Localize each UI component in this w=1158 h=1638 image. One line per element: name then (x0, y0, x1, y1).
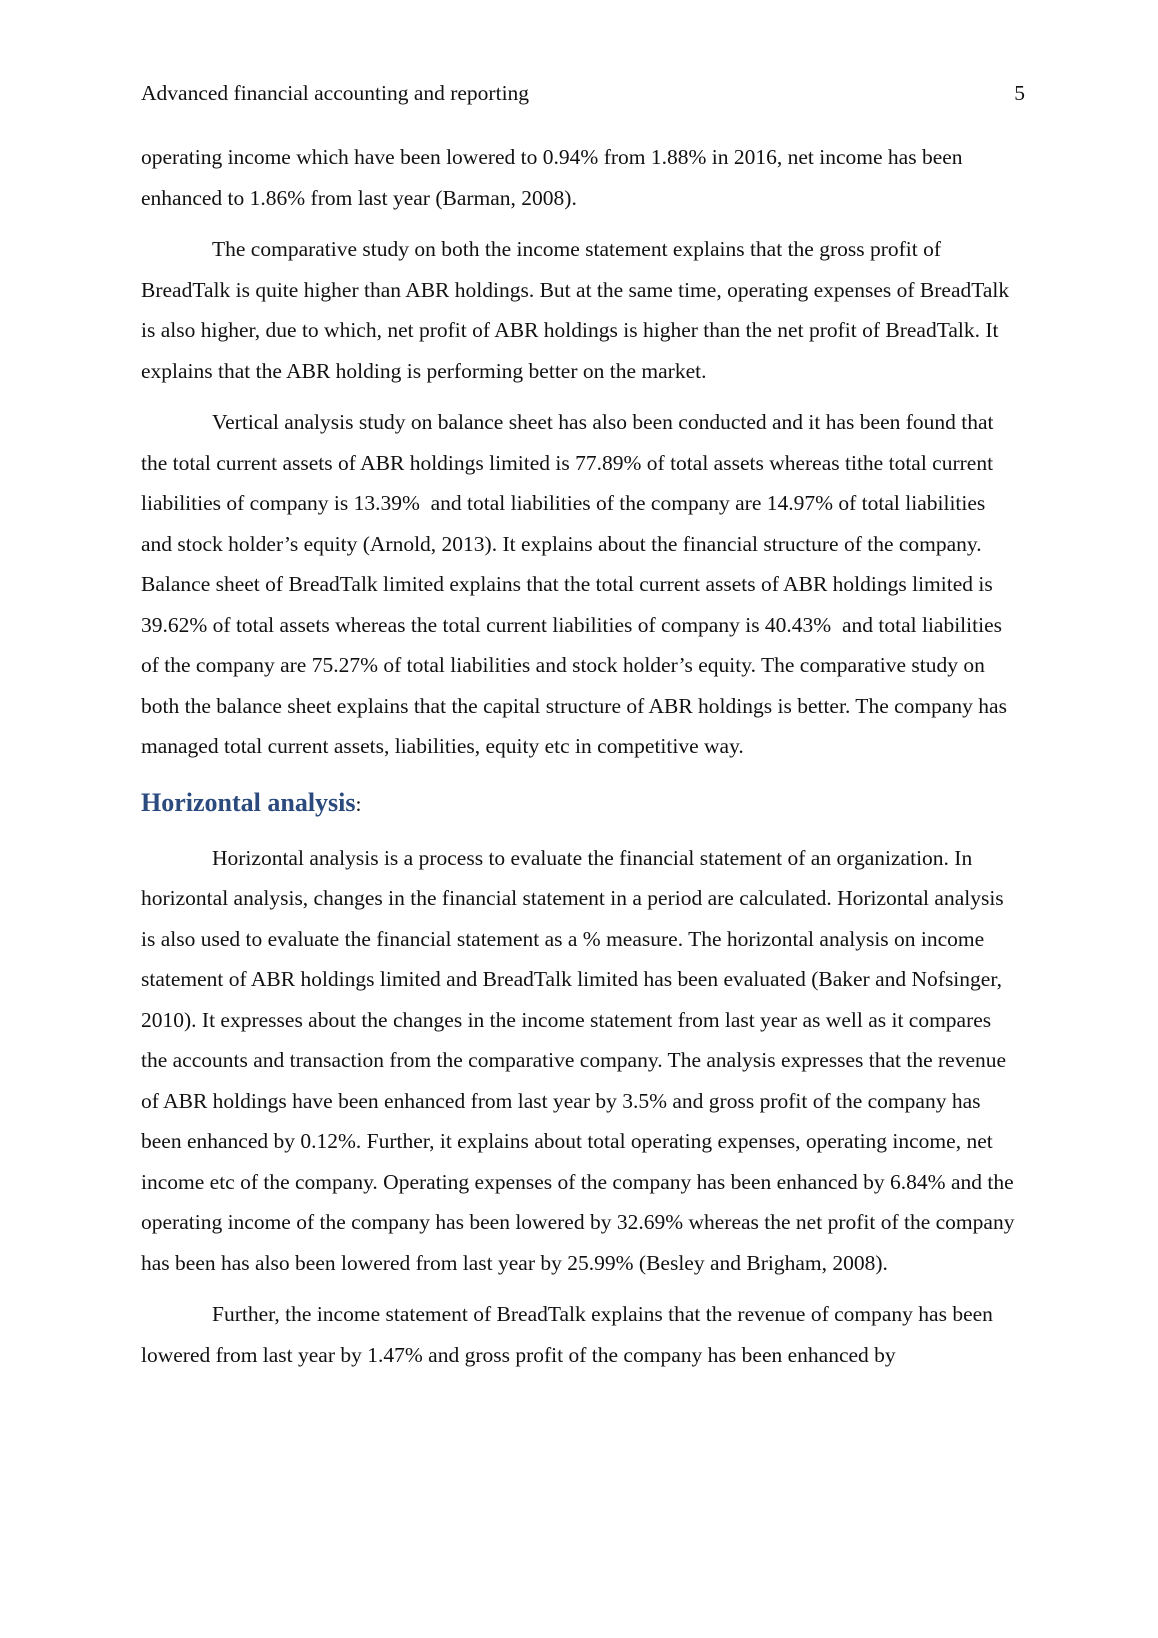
section-heading-colon: : (355, 791, 362, 816)
paragraph-horizontal-analysis: Horizontal analysis is a process to evaluate the financial statement of an organization. In horizontal analysis, changes in the financial statement in a period are calculated. Horizontal analysis is also used to evaluate the financial statement as a % measure. The horizontal analysis on income statement of ABR holdings limited and BreadTalk limited has been evaluated (Baker and Nofsinger, 2010). It expresses about the changes in the income statement from last year as well as it compares the accounts and transaction from the comparative company. The analysis expresses that the revenue of ABR holdings have been enhanced from last year by 3.5% and gross profit of the company has been enhanced by 0.12%. Further, it explains about total operating expenses, operating income, net income etc of the company. Operating expenses of the company has been enhanced by 6.84% and the operating income of the company has been lowered by 32.69% whereas the net profit of the company has been has also been lowered from last year by 25.99% (Besley and Brigham, 2008). (141, 845, 1020, 1275)
paragraph-vertical-analysis-balance-sheet: Vertical analysis study on balance sheet has also been conducted and it has been found that the total current assets of ABR holdings limited is 77.89% of total assets whereas tithe total current liabilities of company is 13.39% and total liabilities of the company are 14.97% of total liabilities and stock holder’s equity (Arnold, 2013). It explains about the financial structure of the company. Balance sheet of BreadTalk limited explains that the total current assets of ABR holdings limited is 39.62% of total assets whereas the total current liabilities of company is 40.43% and total liabilities of the company are 75.27% of total liabilities and stock holder’s equity. The comparative study on both the balance sheet explains that the capital structure of ABR holdings is better. The company has managed total current assets, liabilities, equity etc in competitive way. (141, 410, 1013, 758)
document-body (141, 137, 1021, 1386)
section-heading-text: Horizontal analysis (141, 787, 356, 817)
paragraph-continuation: operating income which have been lowered to 0.94% from 1.88% in 2016, net income has been enhanced to 1.86% from last year (Barman, 2008). (141, 145, 968, 210)
paragraph-income-statement-comparison: The comparative study on both the income statement explains that the gross profit of BreadTalk is quite higher than ABR holdings. But at the same time, operating expenses of BreadTalk is also higher, due to which, net profit of ABR holdings is higher than the net profit of BreadTalk. It explains that the ABR holding is performing better on the market. (141, 237, 1015, 383)
page-number: 5 (1014, 81, 1025, 105)
running-head-title: Advanced financial accounting and reporting (141, 81, 530, 105)
section-heading-horizontal-analysis (141, 778, 1021, 827)
paragraph-breadtalk-income-statement: Further, the income statement of BreadTalk explains that the revenue of company has been lowered from last year by 1.47% and gross profit of the company has been enhanced by (141, 1302, 999, 1367)
